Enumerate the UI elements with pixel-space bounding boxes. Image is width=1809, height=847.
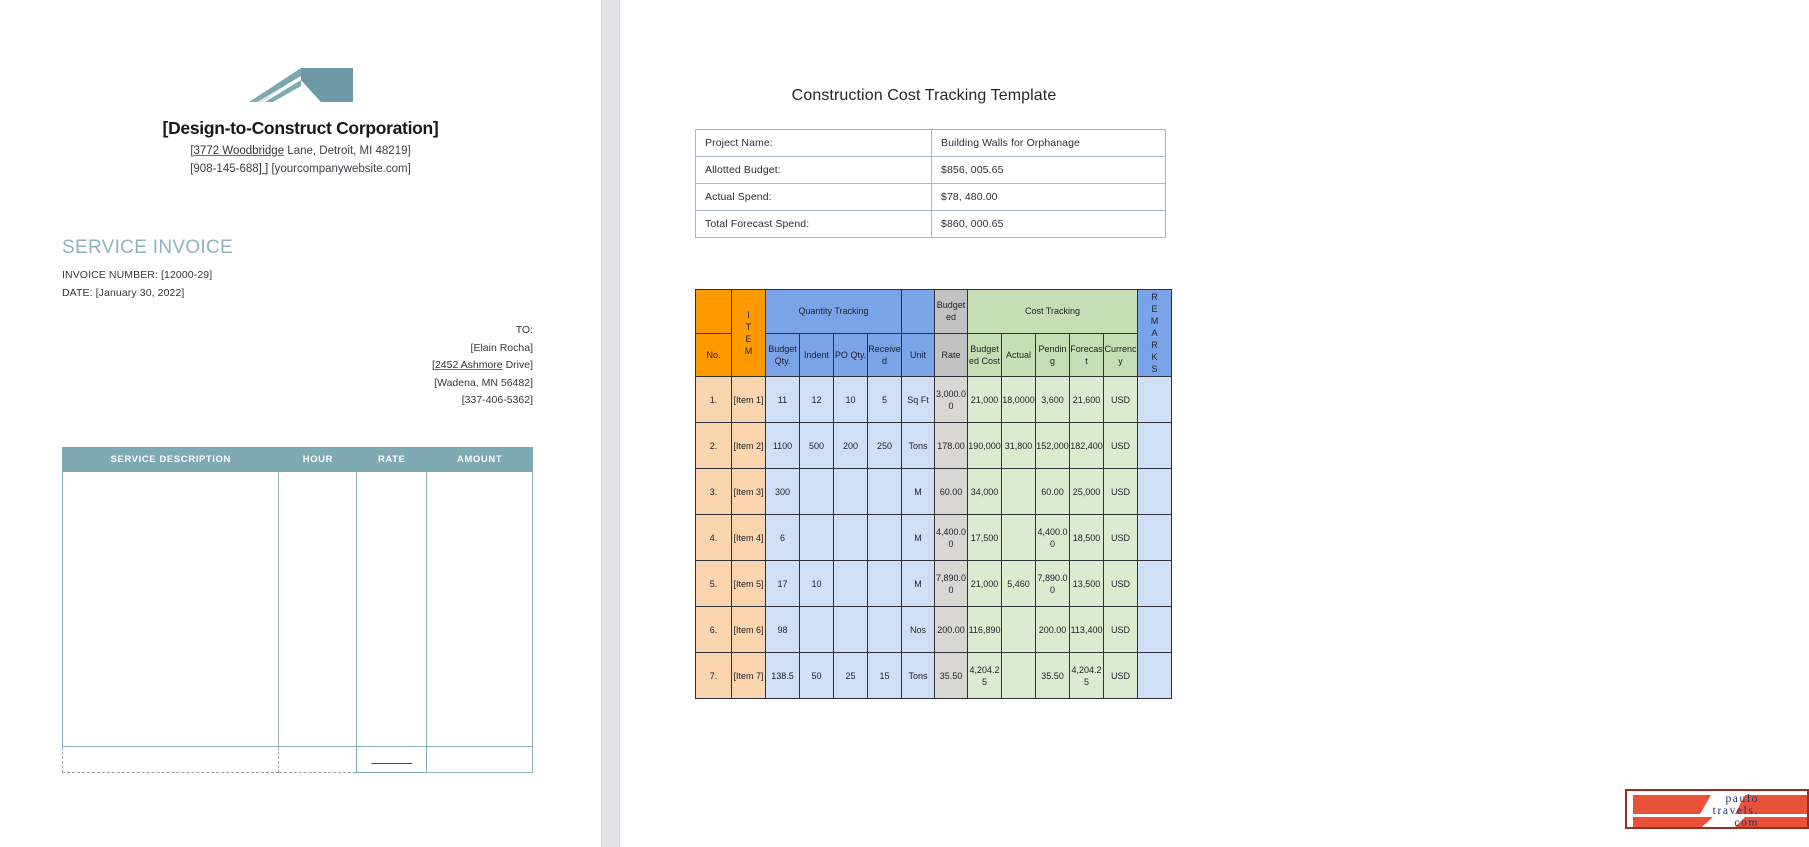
column-rate: RATE <box>357 448 427 472</box>
cell-item[interactable]: [Item 1] <box>732 377 766 423</box>
cell-budget-qty[interactable]: 1100 <box>766 423 800 469</box>
column-pending: Pending <box>1036 333 1070 377</box>
service-invoice-heading: SERVICE INVOICE <box>62 237 233 258</box>
total-label: TOTAL : <box>371 754 413 765</box>
cell-currency[interactable]: USD <box>1104 607 1138 653</box>
cell-po-qty[interactable] <box>834 469 868 515</box>
cell-unit[interactable]: M <box>902 469 935 515</box>
table-header-row <box>63 448 533 472</box>
summary-label-total-forecast-spend: Total Forecast Spend: <box>696 211 932 238</box>
group-no-spacer <box>696 290 732 334</box>
cell-unit[interactable]: Tons <box>902 423 935 469</box>
cell-currency[interactable]: USD <box>1104 469 1138 515</box>
cell-rate[interactable]: 60.00 <box>935 469 968 515</box>
house-roof-icon <box>247 66 355 104</box>
company-phone: [908-145-688 <box>190 163 259 175</box>
cell-forecast[interactable]: 18,500 <box>1070 515 1104 561</box>
column-currency: Currency <box>1104 333 1138 377</box>
total-spacer-hour <box>279 747 357 773</box>
column-rate: Rate <box>935 333 968 377</box>
cell-budget-qty[interactable]: 98 <box>766 607 800 653</box>
address-street-link[interactable]: 3772 Woodbridge <box>193 145 285 157</box>
table-row[interactable] <box>696 423 1172 469</box>
cell-currency[interactable]: USD <box>1104 423 1138 469</box>
total-label-cell <box>357 747 427 773</box>
summary-row-total-forecast-spend <box>696 211 1166 238</box>
cell-pending[interactable]: 3,600 <box>1036 377 1070 423</box>
tracker-page <box>620 0 1759 847</box>
cell-po-qty[interactable] <box>834 515 868 561</box>
invoice-number: INVOICE NUMBER: [12000-29] <box>62 269 213 281</box>
cell-remarks[interactable] <box>1138 469 1172 515</box>
cell-item[interactable]: [Item 7] <box>732 653 766 699</box>
cell-remarks[interactable] <box>1138 515 1172 561</box>
cell-received[interactable] <box>868 607 902 653</box>
cell-currency[interactable]: USD <box>1104 377 1138 423</box>
cell-no[interactable]: 6. <box>696 607 732 653</box>
cell-budget-qty[interactable]: 300 <box>766 469 800 515</box>
cell-actual[interactable]: 31,800 <box>1002 423 1036 469</box>
summary-value-total-forecast-spend[interactable]: $860, 000.65 <box>932 211 1166 238</box>
table-row[interactable] <box>696 515 1172 561</box>
cell-no[interactable]: 4. <box>696 515 732 561</box>
cell-forecast[interactable]: 13,500 <box>1070 561 1104 607</box>
summary-label-allotted-budget: Allotted Budget: <box>696 157 932 184</box>
table-row[interactable] <box>696 469 1172 515</box>
page-title: [Design-to-Construct Corporation] <box>162 118 439 138</box>
cell-po-qty[interactable]: 200 <box>834 423 868 469</box>
column-remarks <box>1138 290 1172 377</box>
cell-no[interactable]: 5. <box>696 561 732 607</box>
cell-rate[interactable]: 4,400.00 <box>935 515 968 561</box>
cell-remarks[interactable] <box>1138 653 1172 699</box>
company-website: [yourcompanywebsite.com] <box>271 163 411 175</box>
tracker-title: Construction Cost Tracking Template <box>791 87 1057 104</box>
cell-actual[interactable] <box>1002 469 1036 515</box>
phone-link[interactable]: ] ] <box>258 163 269 175</box>
cell-rate[interactable]: 3,000.00 <box>935 377 968 423</box>
cell-indent[interactable] <box>800 607 834 653</box>
column-indent: Indent <box>800 333 834 377</box>
invoice-date: DATE: [January 30, 2022] <box>62 287 185 299</box>
cell-amount[interactable] <box>427 472 533 747</box>
cell-indent[interactable]: 50 <box>800 653 834 699</box>
cell-indent[interactable] <box>800 469 834 515</box>
cell-actual[interactable]: 18,0000 <box>1002 377 1036 423</box>
column-header-row <box>696 333 1172 377</box>
bill-to-street-link[interactable]: 2452 Ashmore <box>434 359 503 371</box>
cell-pending[interactable]: 35.50 <box>1036 653 1070 699</box>
cell-no[interactable]: 3. <box>696 469 732 515</box>
column-actual: Actual <box>1002 333 1036 377</box>
watermark-text <box>1627 791 1807 827</box>
bill-to-city: [Wadena, MN 56482] <box>434 376 533 389</box>
column-item <box>732 290 766 377</box>
table-row[interactable] <box>696 653 1172 699</box>
cell-unit[interactable]: Sq Ft <box>902 377 935 423</box>
watermark-line-1: paulo <box>1725 793 1759 805</box>
project-summary-table <box>695 129 1166 238</box>
cell-budgeted-cost[interactable]: 4,204.25 <box>968 653 1002 699</box>
cell-rate[interactable] <box>357 472 427 747</box>
cell-currency[interactable]: USD <box>1104 515 1138 561</box>
address-rest: Lane, Detroit, MI 48219] <box>284 145 411 157</box>
cell-currency[interactable]: USD <box>1104 561 1138 607</box>
cell-no[interactable]: 7. <box>696 653 732 699</box>
cell-forecast[interactable]: 182,400 <box>1070 423 1104 469</box>
group-cost-tracking: Cost Tracking <box>968 290 1138 334</box>
address-bracket-open: [ <box>190 145 194 157</box>
watermark-logo <box>1625 789 1809 829</box>
cell-unit[interactable]: M <box>902 561 935 607</box>
bill-to-label: TO: <box>515 324 533 336</box>
cell-budgeted-cost[interactable]: 17,500 <box>968 515 1002 561</box>
table-row[interactable] <box>696 607 1172 653</box>
cell-indent[interactable]: 500 <box>800 423 834 469</box>
table-row[interactable] <box>696 561 1172 607</box>
cell-po-qty[interactable]: 25 <box>834 653 868 699</box>
cell-unit[interactable]: Tons <box>902 653 935 699</box>
page-divider <box>601 0 620 847</box>
watermark-line-3: com <box>1734 817 1759 829</box>
bill-to-bracket: [ <box>432 359 435 371</box>
cell-pending[interactable]: 4,400.00 <box>1036 515 1070 561</box>
cell-item[interactable]: [Item 6] <box>732 607 766 653</box>
cell-remarks[interactable] <box>1138 423 1172 469</box>
cell-rate[interactable]: 35.50 <box>935 653 968 699</box>
total-spacer-description <box>63 747 279 773</box>
cell-item[interactable]: [Item 4] <box>732 515 766 561</box>
cell-budget-qty[interactable]: 17 <box>766 561 800 607</box>
cell-forecast[interactable]: 25,000 <box>1070 469 1104 515</box>
cell-po-qty[interactable]: 10 <box>834 377 868 423</box>
cell-hour[interactable] <box>279 472 357 747</box>
cell-unit[interactable]: M <box>902 515 935 561</box>
bill-to-name: [Elain Rocha] <box>470 341 533 354</box>
cell-unit[interactable]: Nos <box>902 607 935 653</box>
cell-received[interactable] <box>868 469 902 515</box>
cell-item[interactable]: [Item 5] <box>732 561 766 607</box>
column-amount: AMOUNT <box>427 448 533 472</box>
cell-rate[interactable]: 7,890.00 <box>935 561 968 607</box>
cell-budget-qty[interactable]: 11 <box>766 377 800 423</box>
column-po-qty: PO Qty. <box>834 333 868 377</box>
table-row[interactable] <box>696 377 1172 423</box>
company-contact <box>0 163 601 175</box>
cell-received[interactable] <box>868 515 902 561</box>
total-value-cell[interactable] <box>427 747 533 773</box>
group-unit-spacer <box>902 290 935 334</box>
cell-remarks[interactable] <box>1138 607 1172 653</box>
column-item-label: I T E M <box>744 310 753 356</box>
column-remarks-label: R E M A R K S <box>1150 292 1159 374</box>
watermark-line-2: travels. <box>1712 805 1759 817</box>
summary-row-allotted-budget <box>696 157 1166 184</box>
column-budgeted-cost: Budgeted Cost <box>968 333 1002 377</box>
cell-pending[interactable]: 7,890.00 <box>1036 561 1070 607</box>
cell-indent[interactable]: 12 <box>800 377 834 423</box>
column-hour: HOUR <box>279 448 357 472</box>
cell-remarks[interactable] <box>1138 377 1172 423</box>
cost-tracking-body <box>696 377 1172 699</box>
cell-actual[interactable]: 5,460 <box>1002 561 1036 607</box>
cost-tracking-table <box>695 289 1172 699</box>
cell-actual[interactable] <box>1002 607 1036 653</box>
cell-no[interactable]: 2. <box>696 423 732 469</box>
bill-to-street <box>233 357 533 375</box>
summary-value-project-name[interactable]: Building Walls for Orphanage <box>932 130 1166 157</box>
column-forecast: Forecast <box>1070 333 1104 377</box>
service-table <box>62 447 533 773</box>
cell-pending[interactable]: 200.00 <box>1036 607 1070 653</box>
cell-no[interactable]: 1. <box>696 377 732 423</box>
cell-budgeted-cost[interactable]: 116,890 <box>968 607 1002 653</box>
cell-budgeted-cost[interactable]: 190,000 <box>968 423 1002 469</box>
group-budgeted: Budgeted <box>935 290 968 334</box>
cell-rate[interactable]: 178.00 <box>935 423 968 469</box>
cell-po-qty[interactable] <box>834 561 868 607</box>
summary-label-project-name: Project Name: <box>696 130 932 157</box>
cell-budgeted-cost[interactable]: 21,000 <box>968 377 1002 423</box>
cell-remarks[interactable] <box>1138 561 1172 607</box>
column-unit: Unit <box>902 333 935 377</box>
cell-forecast[interactable]: 4,204.25 <box>1070 653 1104 699</box>
column-no: No. <box>696 333 732 377</box>
column-service-description: SERVICE DESCRIPTION <box>63 448 279 472</box>
cell-received[interactable] <box>868 561 902 607</box>
table-row[interactable] <box>63 472 533 747</box>
company-address <box>0 145 601 157</box>
cell-pending[interactable]: 60.00 <box>1036 469 1070 515</box>
company-logo <box>0 66 601 109</box>
invoice-page <box>0 0 601 847</box>
total-row <box>63 747 533 773</box>
cell-budget-qty[interactable]: 6 <box>766 515 800 561</box>
bill-to-block <box>233 322 533 410</box>
cell-received[interactable]: 5 <box>868 377 902 423</box>
cell-currency[interactable]: USD <box>1104 653 1138 699</box>
cell-po-qty[interactable] <box>834 607 868 653</box>
cell-actual[interactable] <box>1002 515 1036 561</box>
cell-item[interactable]: [Item 2] <box>732 423 766 469</box>
cell-budget-qty[interactable]: 138.5 <box>766 653 800 699</box>
summary-value-actual-spend[interactable]: $78, 480.00 <box>932 184 1166 211</box>
cell-rate[interactable]: 200.00 <box>935 607 968 653</box>
summary-row-actual-spend <box>696 184 1166 211</box>
cell-pending[interactable]: 152,000 <box>1036 423 1070 469</box>
cell-item[interactable]: [Item 3] <box>732 469 766 515</box>
cell-service-description[interactable] <box>63 472 279 747</box>
column-budget-qty: Budget Qty. <box>766 333 800 377</box>
cell-received[interactable]: 15 <box>868 653 902 699</box>
cell-indent[interactable] <box>800 515 834 561</box>
column-received: Received <box>868 333 902 377</box>
cell-indent[interactable]: 10 <box>800 561 834 607</box>
cell-budgeted-cost[interactable]: 21,000 <box>968 561 1002 607</box>
bill-to-street-rest: Drive] <box>502 359 533 371</box>
cell-received[interactable]: 250 <box>868 423 902 469</box>
group-header-row <box>696 290 1172 334</box>
summary-value-allotted-budget[interactable]: $856, 005.65 <box>932 157 1166 184</box>
summary-row-project-name <box>696 130 1166 157</box>
group-quantity-tracking: Quantity Tracking <box>766 290 902 334</box>
summary-label-actual-spend: Actual Spend: <box>696 184 932 211</box>
cell-actual[interactable] <box>1002 653 1036 699</box>
cell-budgeted-cost[interactable]: 34,000 <box>968 469 1002 515</box>
cell-forecast[interactable]: 21,600 <box>1070 377 1104 423</box>
bill-to-phone: [337-406-5362] <box>461 394 533 406</box>
cell-forecast[interactable]: 113,400 <box>1070 607 1104 653</box>
